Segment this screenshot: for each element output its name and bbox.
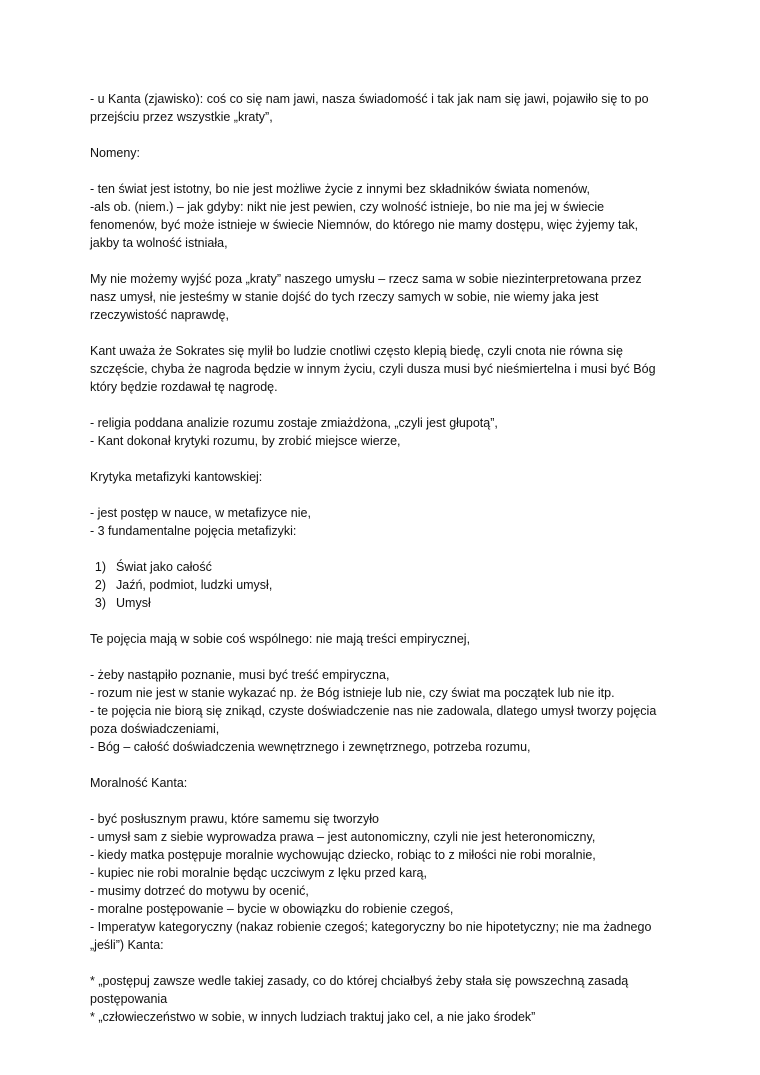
text-line: - Imperatyw kategoryczny (nakaz robienie czegoś; kategoryczny bo nie hipotetyczny; nie ma żadnego bbox=[90, 920, 652, 934]
paragraph-phenomena bbox=[90, 90, 680, 126]
text-line: - rozum nie jest w stanie wykazać np. że Bóg istnieje lub nie, czy świat ma początek lub nie itp. bbox=[90, 686, 615, 700]
text-line: fenomenów, być może istnieje w świecie Niemnów, do którego nie mamy dostępu, więc żyjemy tak, bbox=[90, 218, 639, 232]
list-item bbox=[90, 576, 680, 594]
text-line: przejściu przez wszystkie „kraty”, bbox=[90, 110, 273, 124]
list-item bbox=[90, 558, 680, 576]
text-line: -als ob. (niem.) – jak gdyby: nikt nie jest pewien, czy wolność istnieje, bo nie ma jej w świecie bbox=[90, 200, 605, 214]
text-line: - być posłusznym prawu, które samemu się tworzyło bbox=[90, 812, 379, 826]
paragraph-progress bbox=[90, 504, 680, 540]
paragraph-religion bbox=[90, 414, 680, 450]
text-line: - kupiec nie robi moralnie będąc uczciwym z lęku przed karą, bbox=[90, 866, 427, 880]
text-line: który będzie rozdawał tę nagrodę. bbox=[90, 380, 278, 394]
text-line: - umysł sam z siebie wyprowadza prawa – jest autonomiczny, czyli nie jest heteronomiczny, bbox=[90, 830, 596, 844]
paragraph-imperatives bbox=[90, 972, 680, 1026]
text-line: - 3 fundamentalne pojęcia metafizyki: bbox=[90, 524, 297, 538]
text-line: - kiedy matka postępuje moralnie wychowując dziecko, robiąc to z miłości nie robi moralnie, bbox=[90, 848, 596, 862]
heading-krytyka: Krytyka metafizyki kantowskiej: bbox=[90, 470, 263, 484]
list-number: 1) bbox=[94, 560, 106, 574]
paragraph-socrates bbox=[90, 342, 680, 396]
list-number: 2) bbox=[94, 578, 106, 592]
list-text: Jaźń, podmiot, ludzki umysł, bbox=[116, 578, 273, 592]
text-line: - jest postęp w nauce, w metafizyce nie, bbox=[90, 506, 311, 520]
text-line: postępowania bbox=[90, 992, 168, 1006]
text-line: * „postępuj zawsze wedle takiej zasady, co do której chciałbyś żeby stała się powszechną zasadą bbox=[90, 974, 629, 988]
paragraph-mind-bars bbox=[90, 270, 680, 324]
paragraph-morality bbox=[90, 810, 680, 954]
text-line: Kant uważa że Sokrates się mylił bo ludzie cnotliwi często klepią biedę, czyli cnota nie równa się bbox=[90, 344, 623, 358]
text-line: - religia poddana analizie rozumu zostaje zmiażdżona, „czyli jest głupotą”, bbox=[90, 416, 498, 430]
text-line: - u Kanta (zjawisko): coś co się nam jawi, nasza świadomość i tak jak nam się jawi, pojawiło się to po bbox=[90, 92, 649, 106]
text-line: „jeśli”) Kanta: bbox=[90, 938, 164, 952]
heading-nomeny: Nomeny: bbox=[90, 146, 141, 160]
numbered-list bbox=[90, 558, 680, 612]
text-line: My nie możemy wyjść poza „kraty” naszego umysłu – rzecz sama w sobie niezinterpretowana przez bbox=[90, 272, 642, 286]
text-line: - musimy dotrzeć do motywu by ocenić, bbox=[90, 884, 309, 898]
text-line: Te pojęcia mają w sobie coś wspólnego: nie mają treści empirycznej, bbox=[90, 632, 471, 646]
text-line: jakby ta wolność istniała, bbox=[90, 236, 228, 250]
heading-moralnosc: Moralność Kanta: bbox=[90, 776, 188, 790]
text-line: * „człowieczeństwo w sobie, w innych ludziach traktuj jako cel, a nie jako środek” bbox=[90, 1010, 536, 1024]
list-text: Umysł bbox=[116, 596, 151, 610]
paragraph-empirical bbox=[90, 630, 680, 648]
document-body bbox=[90, 90, 680, 1026]
text-line: - ten świat jest istotny, bo nie jest możliwe życie z innymi bez składników świata nomenów, bbox=[90, 182, 590, 196]
text-line: szczęście, chyba że nagroda będzie w innym życiu, czyli dusza musi być nieśmiertelna i musi być Bóg bbox=[90, 362, 656, 376]
list-item bbox=[90, 594, 680, 612]
text-line: - moralne postępowanie – bycie w obowiązku do robienie czegoś, bbox=[90, 902, 454, 916]
text-line: nasz umysł, nie jesteśmy w stanie dojść do tych rzeczy samych w sobie, nie wiemy jaka jest bbox=[90, 290, 599, 304]
text-line: - żeby nastąpiło poznanie, musi być treść empiryczna, bbox=[90, 668, 390, 682]
paragraph-noumena bbox=[90, 180, 680, 252]
text-line: rzeczywistość naprawdę, bbox=[90, 308, 229, 322]
text-line: - Bóg – całość doświadczenia wewnętrznego i zewnętrznego, potrzeba rozumu, bbox=[90, 740, 531, 754]
list-number: 3) bbox=[94, 596, 106, 610]
list-text: Świat jako całość bbox=[116, 560, 212, 574]
text-line: - Kant dokonał krytyki rozumu, by zrobić miejsce wierze, bbox=[90, 434, 401, 448]
text-line: - te pojęcia nie biorą się znikąd, czyste doświadczenie nas nie zadowala, dlatego umysł tworzy pojęcia bbox=[90, 704, 657, 718]
text-line: poza doświadczeniami, bbox=[90, 722, 220, 736]
paragraph-cognition bbox=[90, 666, 680, 756]
